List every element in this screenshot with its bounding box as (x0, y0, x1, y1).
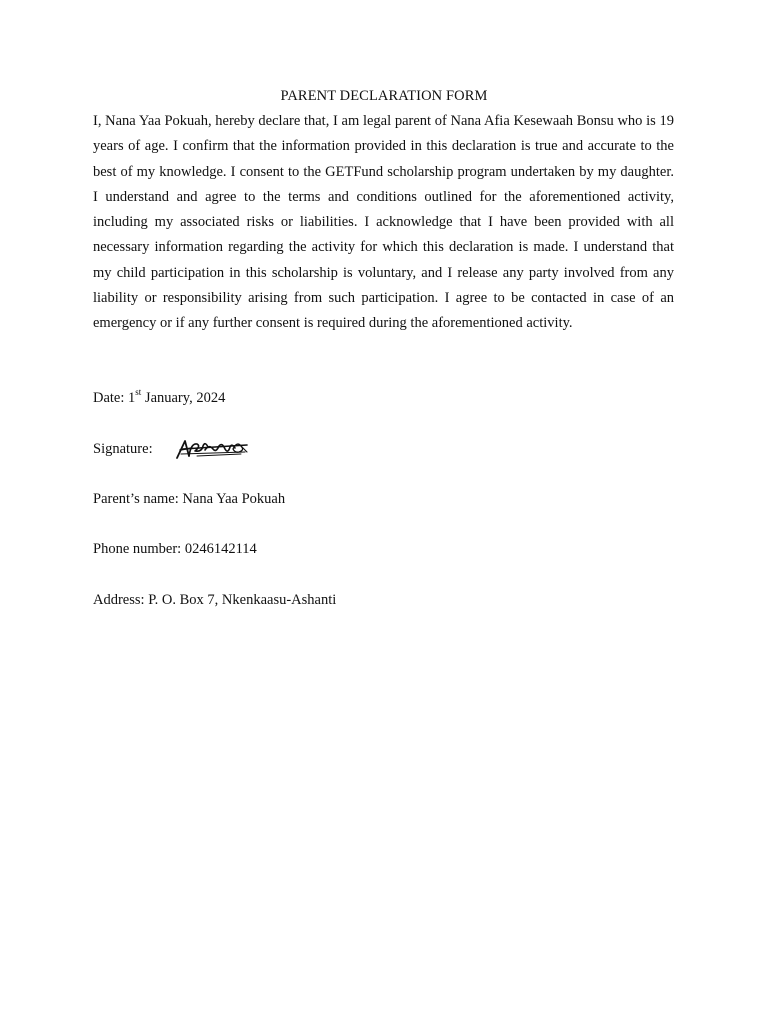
declaration-body: I, Nana Yaa Pokuah, hereby declare that, I am legal parent of Nana Afia Kesewaah Bonsu who is 19 years of age. I confirm that the information provided in this declaration is true and accurate to the best of my knowledge. I consent to the GETFund scholarship program undertaken by my daughter. I understand and agree to the terms and conditions outlined for the aforementioned activity, including my associated risks or liabilities. I acknowledge that I have been provided with all necessary information regarding the activity for which this declaration is made. I understand that my child participation in this scholarship is voluntary, and I release any party involved from any liability or responsibility arising from such participation. I agree to be contacted in case of an emergency or if any further consent is required during the aforementioned activity. (93, 113, 674, 332)
address-field (93, 590, 336, 610)
parent-name-field (93, 489, 285, 509)
address-label: Address: (93, 592, 145, 608)
signature-field (93, 439, 153, 459)
phone-value: 0246142114 (184, 541, 257, 557)
date-rest: January, 2024 (144, 390, 226, 406)
date-day-suffix: st (135, 387, 142, 398)
address-value: P. O. Box 7, Nkenkaasu-Ashanti (148, 592, 337, 608)
date-label: Date: (93, 390, 125, 406)
document-title: PARENT DECLARATION FORM (280, 88, 488, 104)
signature-icon (175, 437, 249, 461)
date-field (93, 388, 225, 408)
date-day: 1 (128, 390, 136, 406)
phone-field (93, 539, 257, 559)
signature-label: Signature: (93, 441, 153, 457)
parent-name-value: Nana Yaa Pokuah (182, 491, 286, 507)
parent-name-label: Parent’s name: (93, 491, 179, 507)
phone-label: Phone number: (93, 541, 182, 557)
